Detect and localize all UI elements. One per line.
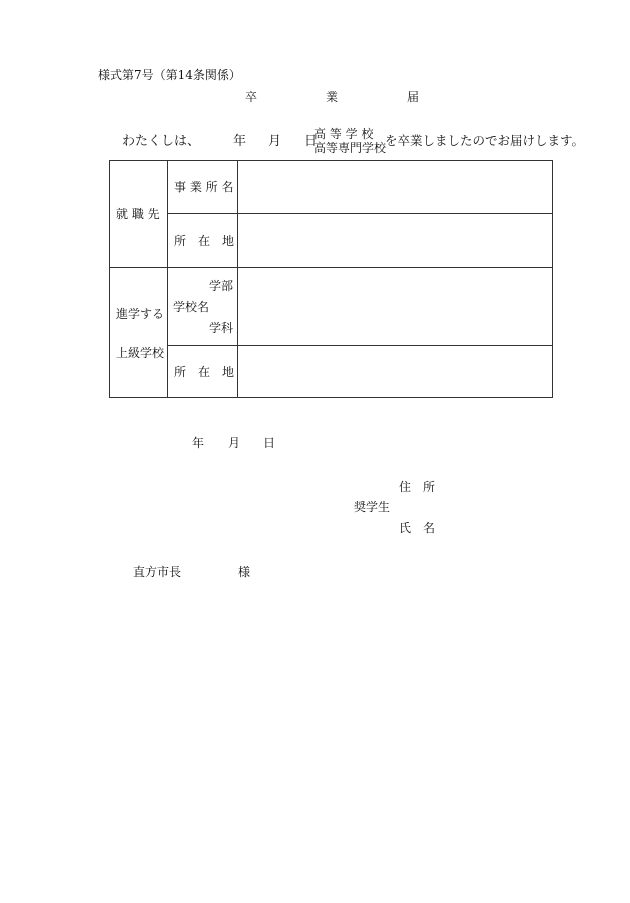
statement-school-line1: 高 等 学 校	[314, 127, 374, 141]
employment-address-label: 所 在 地	[174, 234, 235, 248]
employment-group-label: 就 職 先	[116, 207, 160, 221]
higher-school-address-field[interactable]	[238, 346, 552, 397]
applicant-address-label: 住 所	[399, 480, 436, 494]
higher-school-group-label-2: 上級学校	[116, 346, 165, 360]
date-month: 月	[228, 436, 241, 450]
department-label: 学科	[209, 321, 234, 335]
statement-day: 日	[304, 134, 318, 149]
table-col-divider-1	[167, 161, 168, 397]
addressee-name: 直方市長	[133, 565, 182, 579]
applicant-role-label: 奨学生	[354, 500, 391, 514]
faculty-label: 学部	[209, 279, 234, 293]
higher-school-name-field[interactable]	[238, 268, 552, 345]
statement-prefix: わたくしは、	[122, 134, 201, 149]
title-char-1: 卒	[245, 90, 258, 104]
date-day: 日	[263, 436, 276, 450]
statement-school-line2: 高等専門学校	[314, 141, 387, 155]
employment-address-field[interactable]	[238, 214, 552, 267]
school-name-label: 学校名	[173, 300, 210, 314]
title-char-2: 業	[326, 90, 339, 104]
statement-suffix: を卒業しましたのでお届けします。	[385, 133, 585, 148]
company-name-field[interactable]	[238, 161, 552, 213]
statement-year: 年	[233, 134, 247, 149]
company-name-label: 事 業 所 名	[174, 180, 234, 194]
statement-month: 月	[268, 134, 282, 149]
date-year: 年	[192, 436, 205, 450]
applicant-name-label: 氏 名	[399, 521, 436, 535]
higher-school-address-label: 所 在 地	[174, 365, 235, 379]
title-char-3: 届	[407, 90, 420, 104]
form-number: 様式第7号（第14条関係）	[98, 68, 241, 82]
addressee-honorific: 様	[238, 565, 251, 579]
higher-school-group-label-1: 進学する	[116, 307, 165, 321]
form-table	[109, 160, 553, 398]
